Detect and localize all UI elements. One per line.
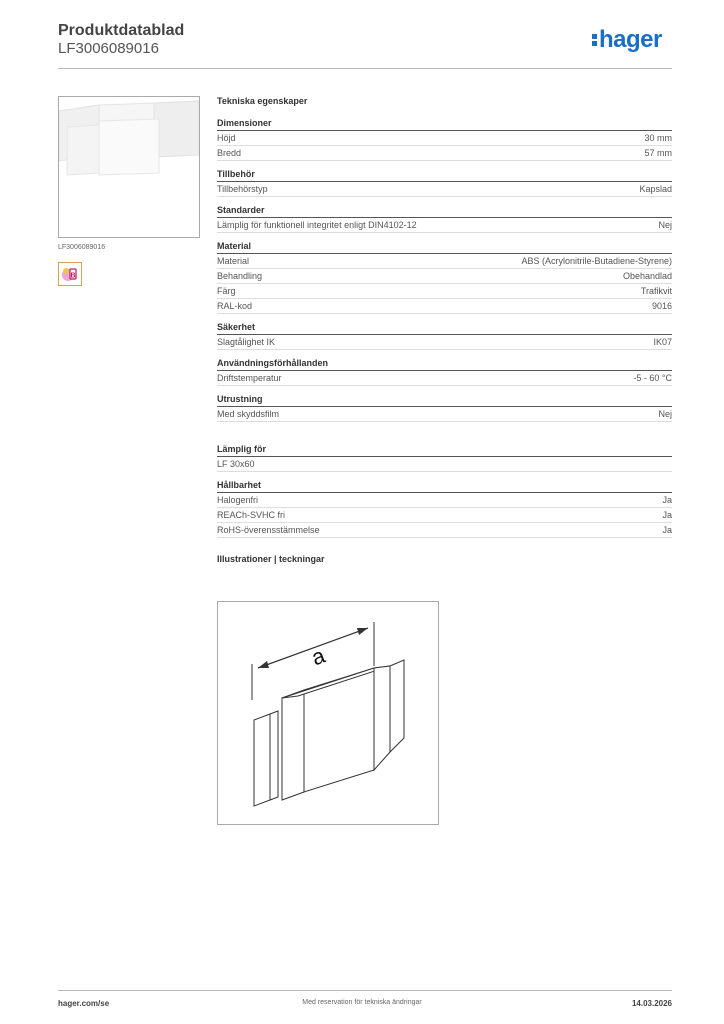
spec-row: [217, 218, 672, 233]
illustrations-title: Illustrationer | teckningar: [217, 554, 325, 564]
logo-dots-icon: [592, 26, 598, 48]
section-material: [217, 241, 672, 314]
spec-label: Driftstemperatur: [217, 373, 282, 383]
logo-text: hager: [599, 26, 662, 53]
page-title: Produktdatablad: [58, 22, 185, 39]
section-sakerhet: [217, 322, 672, 350]
spec-row: [217, 131, 672, 146]
spec-row: [217, 508, 672, 523]
spec-label: LF 30x60: [217, 459, 255, 469]
section-title: Användningsförhållanden: [217, 358, 672, 371]
spec-value: Nej: [658, 409, 672, 419]
spec-row: [217, 457, 672, 472]
section-title: Utrustning: [217, 394, 672, 407]
section-utrustning: [217, 394, 672, 422]
section-title: Dimensioner: [217, 118, 672, 131]
spec-value: Trafikvit: [640, 286, 672, 296]
spec-row: [217, 284, 672, 299]
spec-row: [217, 523, 672, 538]
spec-value: 9016: [651, 301, 672, 311]
spec-row: [217, 407, 672, 422]
spec-value: Obehandlad: [622, 271, 672, 281]
spec-value: 30 mm: [644, 133, 672, 143]
spec-value: Nej: [658, 220, 672, 230]
spec-value: Ja: [662, 495, 672, 505]
spec-label: Bredd: [217, 148, 242, 158]
spec-value: -5 - 60 °C: [633, 373, 672, 383]
section-standarder: [217, 205, 672, 233]
spec-label: Färg: [217, 286, 236, 296]
product-photo-icon: [59, 97, 199, 237]
technical-drawing: [217, 601, 439, 825]
spec-label: Lämplig för funktionell integritet enligt DIN4102-12: [217, 220, 417, 230]
spec-row: [217, 269, 672, 284]
section-title: Material: [217, 241, 672, 254]
spec-row: [217, 335, 672, 350]
section-hallbarhet: [217, 480, 672, 538]
section-tillbehor: [217, 169, 672, 197]
section-title: Hållbarhet: [217, 480, 672, 493]
section-anvandningsforhallanden: [217, 358, 672, 386]
spec-label: Med skyddsfilm: [217, 409, 280, 419]
product-code: LF3006089016: [58, 40, 159, 57]
footer-date: 14.03.2026: [631, 999, 672, 1008]
footer-disclaimer: Med reservation för tekniska ändringar: [302, 999, 422, 1006]
spec-row: [217, 493, 672, 508]
dimension-label: a: [308, 642, 329, 671]
spec-value: Kapslad: [639, 184, 672, 194]
section-title: Standarder: [217, 205, 672, 218]
spec-label: Behandling: [217, 271, 263, 281]
spec-value: ABS (Acrylonitrile-Butadiene-Styrene): [521, 256, 672, 266]
spec-value: IK07: [653, 337, 672, 347]
spec-row: [217, 371, 672, 386]
section-title: Lämplig för: [217, 444, 672, 457]
spec-label: Tillbehörstyp: [217, 184, 268, 194]
hager-logo: [592, 26, 662, 54]
spec-label: Höjd: [217, 133, 236, 143]
spec-label: RoHS-överensstämmelse: [217, 525, 320, 535]
section-title: Tillbehör: [217, 169, 672, 182]
section-dimensioner: [217, 118, 672, 161]
product-image: [58, 96, 200, 238]
section-title: Säkerhet: [217, 322, 672, 335]
spec-value: Ja: [662, 510, 672, 520]
spec-label: RAL-kod: [217, 301, 253, 311]
technical-specs: [217, 96, 672, 572]
footer-website[interactable]: hager.com/se: [58, 999, 110, 1008]
spec-label: Halogenfri: [217, 495, 259, 505]
spec-label: Material: [217, 256, 250, 266]
spec-row: [217, 146, 672, 161]
recycle-badge-icon: [58, 262, 82, 286]
spec-label: REACh-SVHC fri: [217, 510, 286, 520]
spec-value: Ja: [662, 525, 672, 535]
spec-row: [217, 299, 672, 314]
spec-row: [217, 254, 672, 269]
svg-text:B: B: [70, 272, 76, 280]
footer-divider: [58, 990, 672, 991]
header-divider: [58, 68, 672, 69]
image-caption: LF3006089016: [58, 244, 106, 251]
section-lamplig-for: [217, 444, 672, 472]
spec-label: Slagtålighet IK: [217, 337, 276, 347]
spec-row: [217, 182, 672, 197]
spec-value: 57 mm: [644, 148, 672, 158]
connector-drawing-icon: [218, 602, 438, 824]
specs-heading: Tekniska egenskaper: [217, 96, 308, 106]
